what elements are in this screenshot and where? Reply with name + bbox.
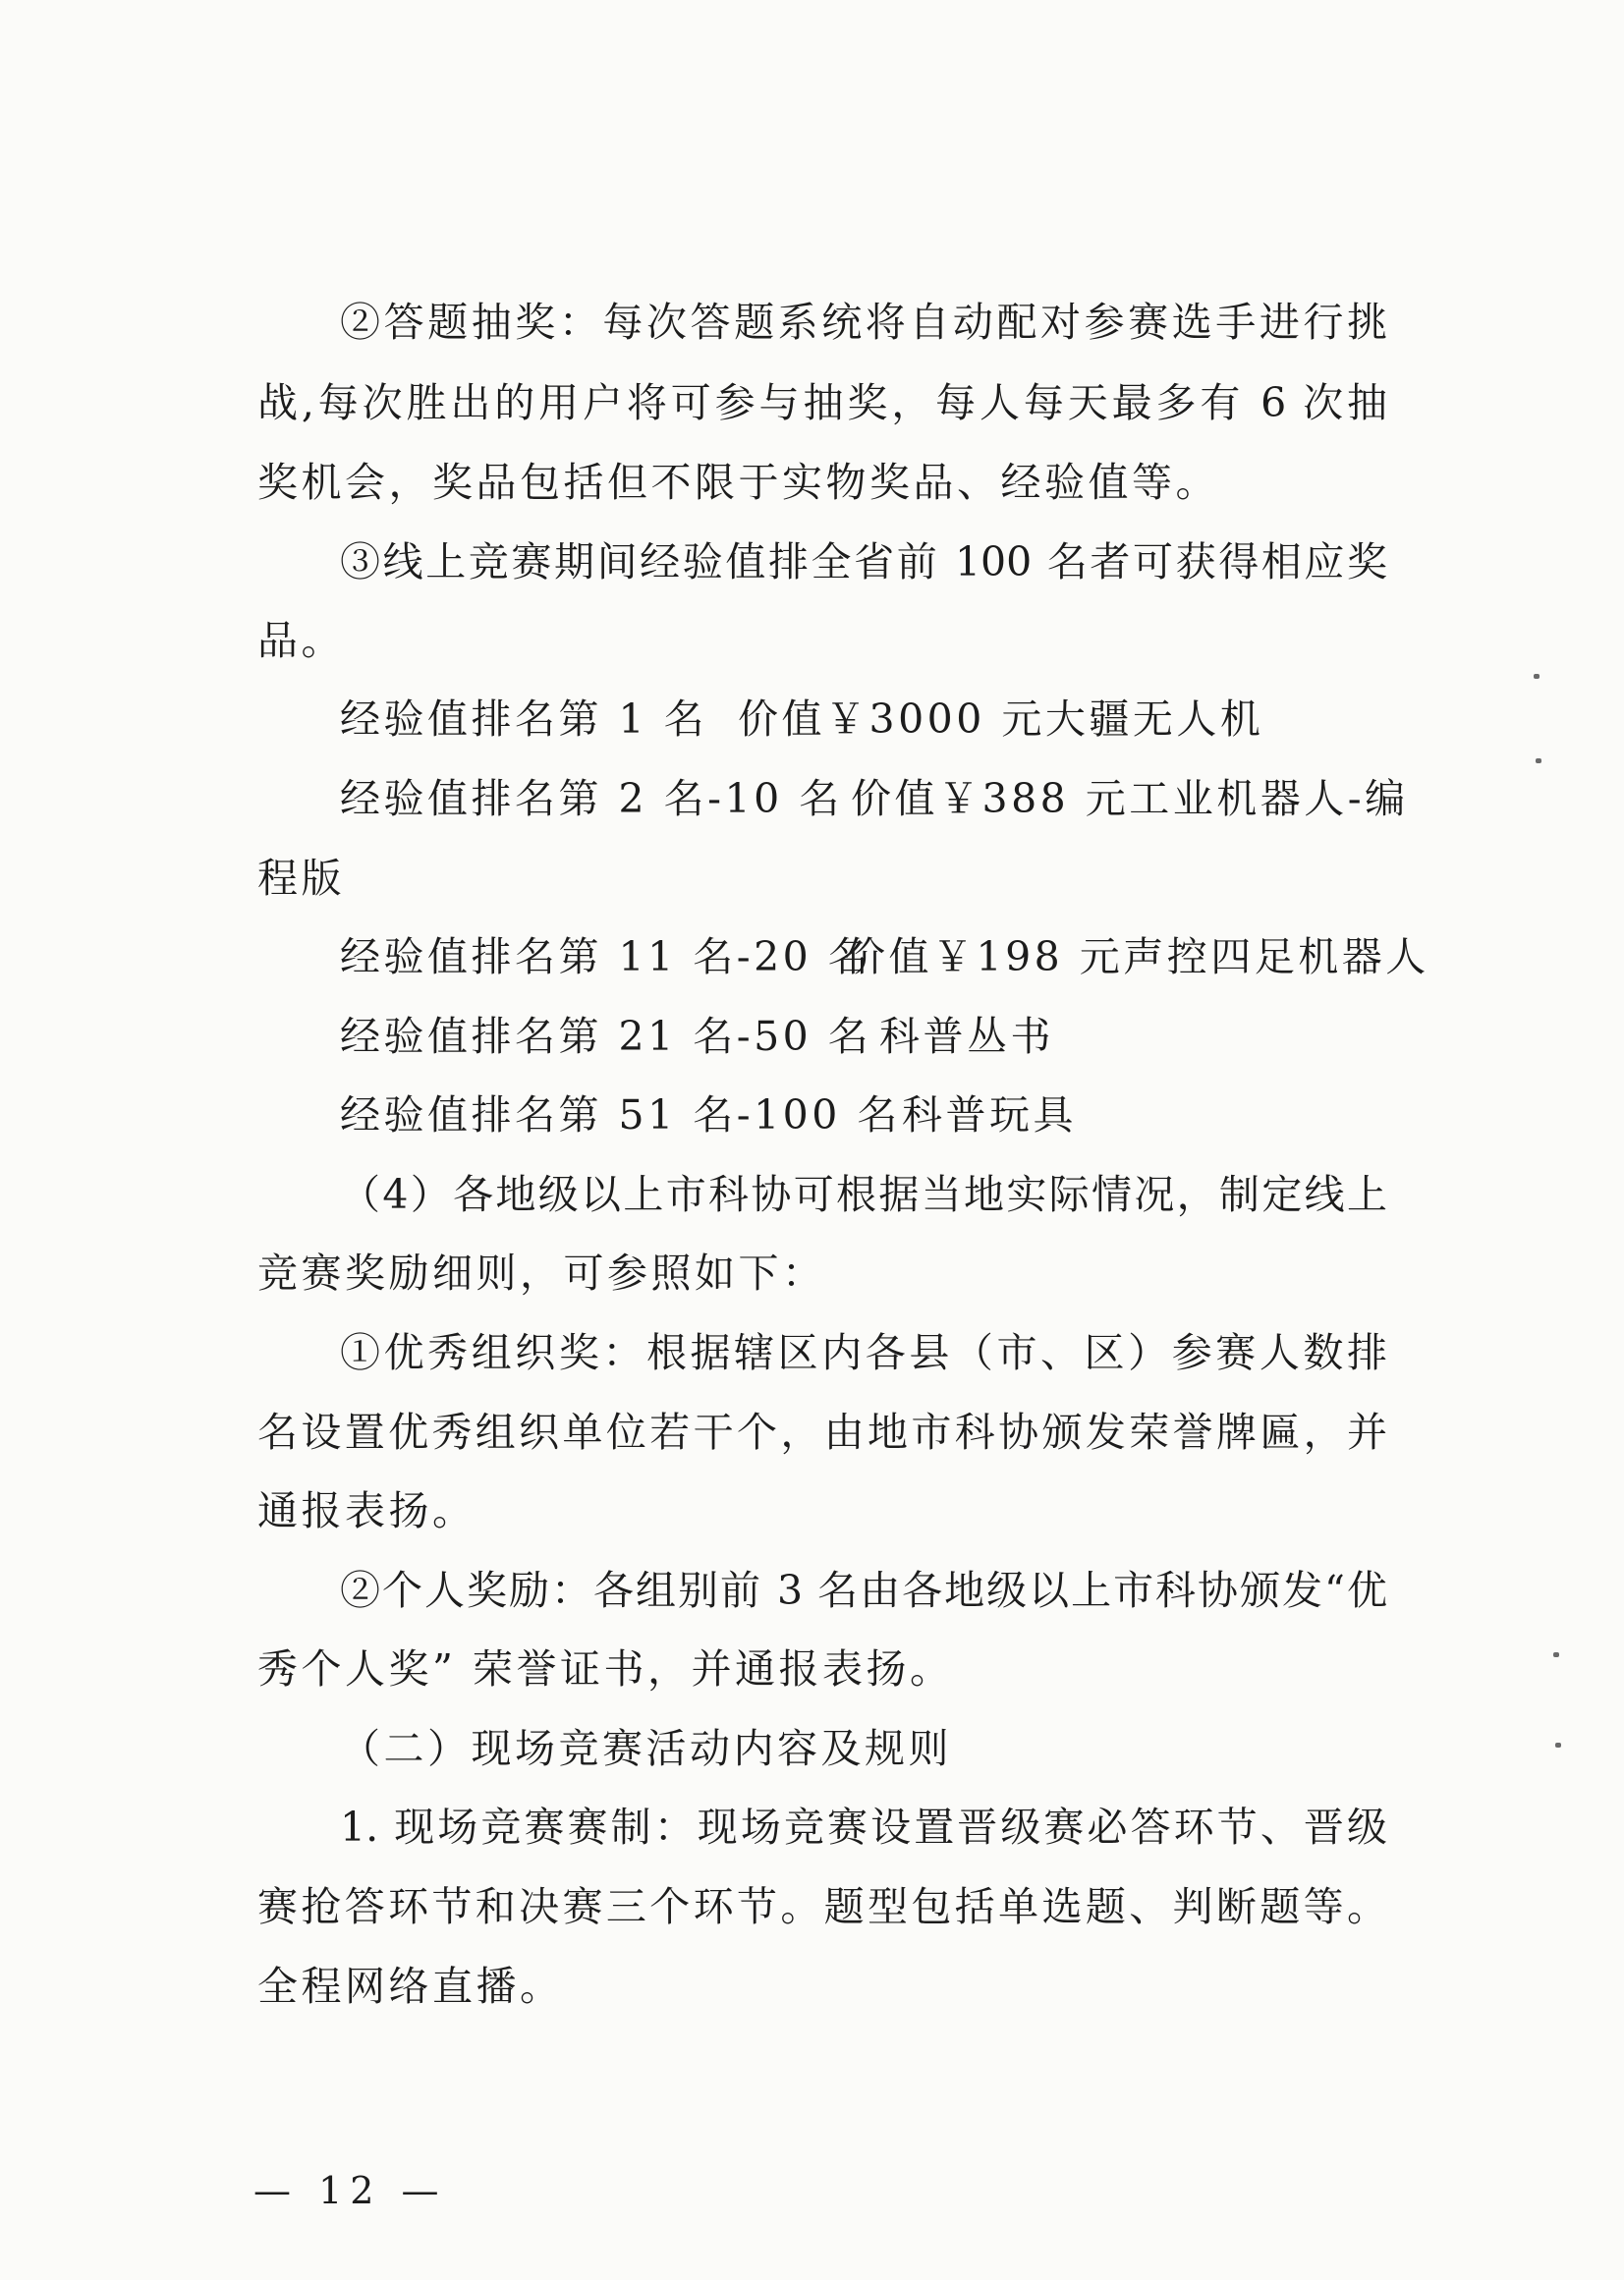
award-organization-line-1: ①优秀组织奖：根据辖区内各县（市、区）参赛人数排 (340, 1329, 1387, 1376)
scan-speck (1555, 1743, 1561, 1748)
award-individual-line-2: 秀个人奖” 荣誉证书，并通报表扬。 (257, 1645, 954, 1693)
rules-line-2: 赛抢答环节和决赛三个环节。题型包括单选题、判断题等。 (257, 1883, 1387, 1930)
page-number: — 12 — (253, 2169, 447, 2212)
prize-reward: 价值￥388 元工业机器人-编 (851, 775, 1409, 822)
paragraph-lottery-line-3: 奖机会，奖品包括但不限于实物奖品、经验值等。 (257, 459, 1219, 506)
section-4-line-2: 竞赛奖励细则，可参照如下： (257, 1250, 826, 1297)
prize-reward: 价值￥198 元声控四足机器人 (845, 933, 1429, 980)
prize-rank: 经验值排名第 21 名-50 名 (340, 1013, 872, 1060)
prize-rank: 经验值排名第 2 名-10 名 (340, 775, 843, 822)
prize-rank: 经验值排名第 51 名-100 名 (340, 1091, 901, 1139)
prize-rank: 经验值排名第 1 名 (340, 695, 708, 743)
scan-speck (1553, 1652, 1559, 1657)
section-heading: （二）现场竞赛活动内容及规则 (340, 1725, 952, 1772)
scan-speck (1536, 758, 1541, 763)
paragraph-top100-line-2: 品。 (257, 617, 345, 664)
prize-rank: 经验值排名第 11 名-20 名 (340, 933, 872, 980)
rules-line-1: 1. 现场竞赛赛制：现场竞赛设置晋级赛必答环节、晋级 (340, 1804, 1387, 1851)
prize-reward: 科普玩具 (902, 1091, 1077, 1139)
rules-line-3: 全程网络直播。 (257, 1963, 564, 2010)
paragraph-lottery-line-1: ②答题抽奖：每次答题系统将自动配对参赛选手进行挑 (340, 299, 1387, 346)
scan-speck (1534, 674, 1540, 679)
paragraph-lottery-line-2: 战,每次胜出的用户将可参与抽奖，每人每天最多有 6 次抽 (257, 379, 1387, 426)
prize-reward: 价值￥3000 元大疆无人机 (738, 695, 1264, 743)
section-4-line-1: （4）各地级以上市科协可根据当地实际情况，制定线上 (340, 1171, 1387, 1218)
prize-row-2-continuation: 程版 (257, 855, 345, 902)
award-individual-line-1: ②个人奖励：各组别前 3 名由各地级以上市科协颁发“优 (340, 1567, 1387, 1614)
paragraph-top100-line-1: ③线上竞赛期间经验值排全省前 100 名者可获得相应奖 (340, 538, 1387, 585)
award-organization-line-2: 名设置优秀组织单位若干个，由地市科协颁发荣誉牌匾，并 (257, 1409, 1387, 1456)
prize-reward: 科普丛书 (879, 1013, 1054, 1060)
award-organization-line-3: 通报表扬。 (257, 1487, 476, 1534)
